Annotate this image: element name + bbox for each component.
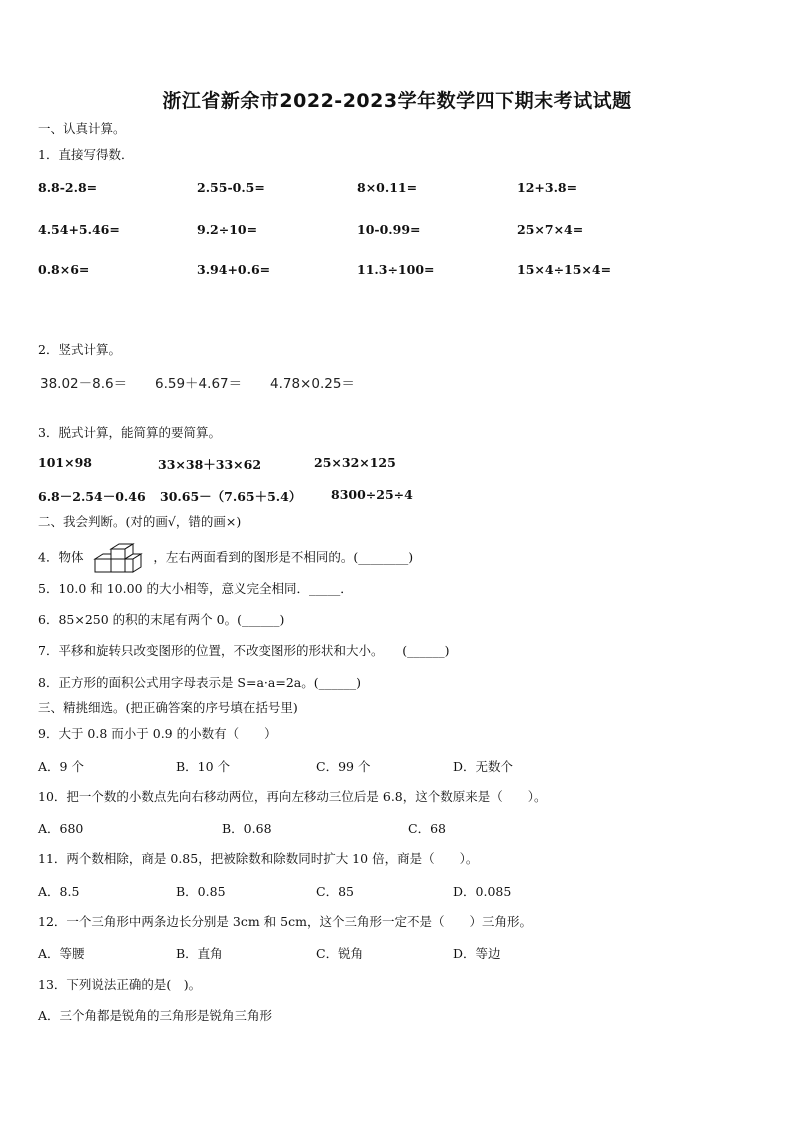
question-4 bbox=[38, 543, 413, 573]
question-6: 6．85×250 的积的末尾有两个 0。(______) bbox=[38, 612, 285, 627]
stepwise-item: 101×98 bbox=[38, 455, 92, 470]
question-13-stem: 13．下列说法正确的是( )。 bbox=[38, 977, 202, 992]
section-heading-2: 二、我会判断。(对的画√，错的画×) bbox=[38, 514, 242, 529]
question-3-label: 3．脱式计算，能简算的要简算。 bbox=[38, 425, 221, 440]
option-c: C．锐角 bbox=[316, 946, 364, 961]
calc-item: 25×7×4= bbox=[517, 222, 584, 237]
option-c: C．68 bbox=[408, 821, 446, 836]
stepwise-item: 25×32×125 bbox=[314, 455, 396, 470]
vertical-calc-item: 4.78×0.25＝ bbox=[270, 376, 355, 392]
stepwise-item: 33×38＋33×62 bbox=[158, 457, 262, 472]
calc-item: 9.2÷10= bbox=[197, 222, 258, 237]
vertical-calc-item: 6.59＋4.67＝ bbox=[155, 376, 243, 392]
calc-item: 11.3÷100= bbox=[357, 262, 435, 277]
calc-item: 8×0.11= bbox=[357, 180, 418, 195]
option-b: B．10 个 bbox=[176, 759, 231, 774]
page-title: 浙江省新余市2022-2023学年数学四下期末考试试题 bbox=[162, 90, 632, 112]
vertical-calc-row bbox=[38, 372, 758, 390]
question-4-prefix: 4．物体 bbox=[38, 549, 84, 565]
question-5: 5．10.0 和 10.00 的大小相等，意义完全相同．_____． bbox=[38, 581, 353, 596]
question-9-options bbox=[38, 757, 758, 775]
option-c: C．99 个 bbox=[316, 759, 371, 774]
option-d: D．等边 bbox=[453, 946, 501, 961]
option-d: D．无数个 bbox=[453, 759, 514, 774]
option-a: A．9 个 bbox=[38, 759, 84, 774]
question-9-stem: 9．大于 0.8 而小于 0.9 的小数有（ ） bbox=[38, 726, 277, 741]
option-a: A．680 bbox=[38, 821, 84, 836]
option-b: B．直角 bbox=[176, 946, 223, 961]
question-11-options bbox=[38, 882, 758, 900]
stepwise-item: 30.65－（7.65＋5.4） bbox=[160, 489, 302, 504]
question-8: 8．正方形的面积公式用字母表示是 S=a·a=2a。(______) bbox=[38, 675, 361, 690]
calc-item: 3.94+0.6= bbox=[197, 262, 271, 277]
calc-item: 12+3.8= bbox=[517, 180, 578, 195]
question-4-suffix: ，左右两面看到的图形是不相同的。(________) bbox=[153, 549, 414, 565]
question-7: 7．平移和旋转只改变图形的位置，不改变图形的形状和大小。 (______) bbox=[38, 643, 450, 658]
calc-row-2 bbox=[38, 222, 758, 240]
vertical-calc-item: 38.02－8.6＝ bbox=[40, 376, 128, 392]
question-13-option-a: A．三个角都是锐角的三角形是锐角三角形 bbox=[38, 1008, 273, 1023]
question-2-label: 2．竖式计算。 bbox=[38, 342, 121, 357]
stepwise-calc-row-2 bbox=[38, 487, 758, 505]
question-12-options bbox=[38, 944, 758, 962]
question-10-options bbox=[38, 819, 758, 837]
calc-item: 8.8-2.8= bbox=[38, 180, 98, 195]
stepwise-item: 8300÷25÷4 bbox=[331, 487, 413, 502]
calc-item: 4.54+5.46= bbox=[38, 222, 120, 237]
question-10-stem: 10．把一个数的小数点先向右移动两位，再向左移动三位后是 6.8，这个数原来是（ ）。 bbox=[38, 789, 547, 804]
question-12-stem: 12．一个三角形中两条边长分别是 3cm 和 5cm，这个三角形一定不是（ ）三角形。 bbox=[38, 914, 532, 929]
section-heading-3: 三、精挑细选。(把正确答案的序号填在括号里) bbox=[38, 700, 298, 715]
cube-stack-figure bbox=[89, 543, 147, 573]
question-11-stem: 11．两个数相除，商是 0.85，把被除数和除数同时扩大 10 倍，商是（ ）。 bbox=[38, 851, 479, 866]
option-b: B．0.85 bbox=[176, 884, 226, 899]
option-b: B．0.68 bbox=[222, 821, 272, 836]
option-c: C．85 bbox=[316, 884, 354, 899]
calc-row-3 bbox=[38, 262, 758, 280]
calc-item: 15×4÷15×4= bbox=[517, 262, 612, 277]
calc-item: 0.8×6= bbox=[38, 262, 90, 277]
question-1-label: 1．直接写得数． bbox=[38, 147, 134, 162]
calc-row-1 bbox=[38, 180, 758, 198]
option-a: A．等腰 bbox=[38, 946, 85, 961]
option-a: A．8.5 bbox=[38, 884, 80, 899]
stepwise-item: 6.8－2.54－0.46 bbox=[38, 489, 146, 504]
section-heading-1: 一、认真计算。 bbox=[38, 121, 126, 136]
calc-item: 2.55-0.5= bbox=[197, 180, 265, 195]
calc-item: 10-0.99= bbox=[357, 222, 421, 237]
option-d: D．0.085 bbox=[453, 884, 512, 899]
stepwise-calc-row-1 bbox=[38, 455, 758, 473]
